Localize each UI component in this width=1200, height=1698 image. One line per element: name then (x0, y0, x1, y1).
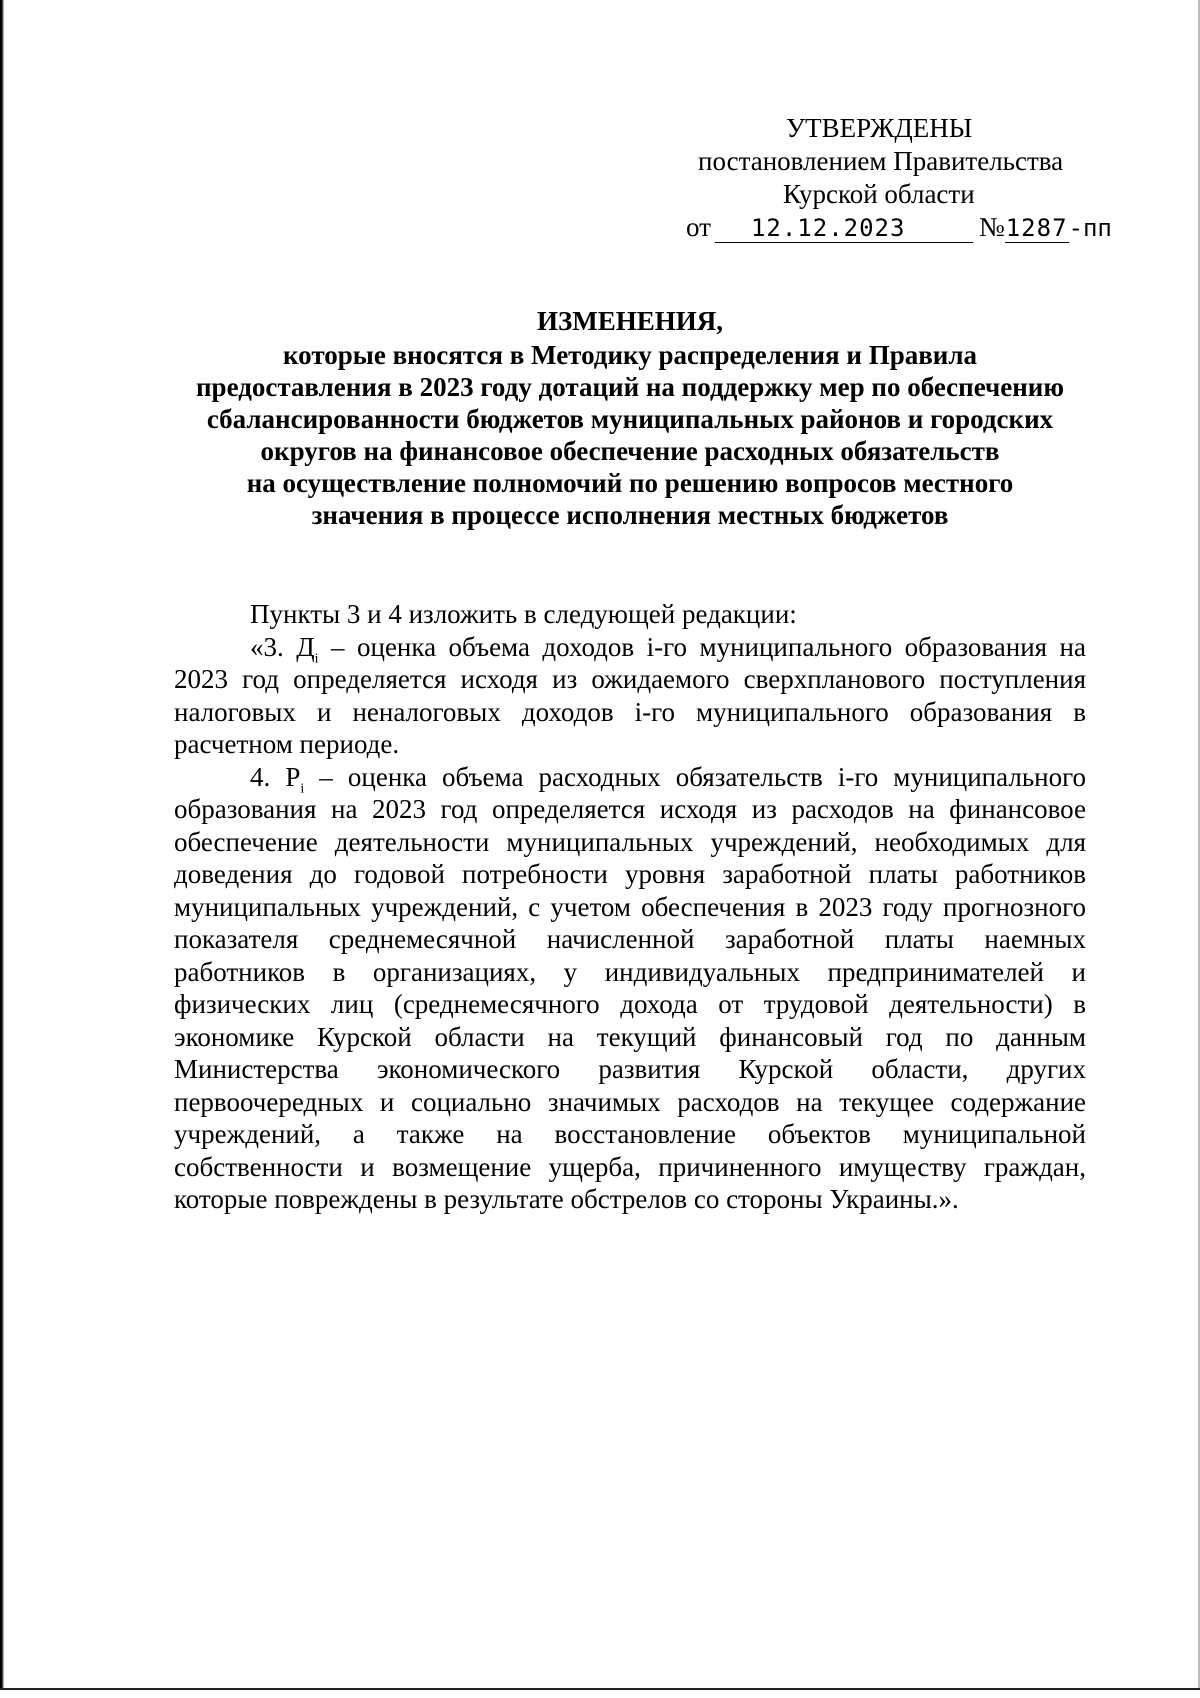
title-line: предоставления в 2023 году дотаций на поддержку мер по обеспечению (196, 372, 1064, 402)
title-line: значения в процессе исполнения местных бюджетов (311, 500, 949, 530)
p4-text: – оценка объема расходных обязательств i-го муниципального образования на 2023 год определяется исходя из расходов на финансовое обеспечение деятельности муниципальных учреждений, необходимых для доведения до годовой потребности уровня заработной платы работников муниципальных учреждений, с учетом обеспечения в 2023 году прогнозного показателя среднемесячной начисленной заработной платы наемных работников в организациях, у индивидуальных предпринимателей и физических лиц (среднемесячного дохода от трудовой деятельности) в экономике Курской области на текущий финансовый год по данным Министерства экономического развития Курской области, других первоочередных и социально значимых расходов на текущее содержание учреждений, а также на восстановление объектов муниципальной собственности и возмещение ущерба, причиненного имуществу граждан, которые повреждены в результате обстрелов со стороны Украины.». (174, 761, 1086, 1214)
date-prefix: от (686, 212, 711, 242)
approval-line-region: Курской области (783, 179, 975, 209)
paragraph-4 (174, 761, 1086, 1216)
document-title (150, 305, 1110, 531)
scan-edge-bottom (0, 1688, 1200, 1698)
title-line: которые вносятся в Методику распределения и Правила (282, 340, 977, 370)
title-line: на осуществление полномочий по решению вопросов местного (246, 468, 1014, 498)
scan-edge-left (0, 0, 4, 1696)
date-field: 12.12.2023 (715, 215, 973, 243)
title-line: сбалансированности бюджетов муниципальных районов и городских (206, 404, 1054, 434)
approval-line-date-number (660, 211, 1110, 245)
title-heading: ИЗМЕНЕНИЯ, (536, 306, 723, 336)
p4-subscript: i (300, 780, 305, 796)
p3-start: «3. Д (250, 631, 315, 662)
p3-text: – оценка объема доходов i-го муниципального образования на 2023 год определяется исходя из ожидаемого сверхпланового поступления налоговых и неналоговых доходов i-го муниципального образования в расчетном периоде. (174, 631, 1086, 759)
intro-paragraph: Пункты 3 и 4 изложить в следующей редакции: (250, 599, 797, 629)
paragraph-3 (174, 631, 1086, 761)
title-line: округов на финансовое обеспечение расходных обязательств (260, 436, 1000, 466)
approval-line-approved: УТВЕРЖДЕНЫ (786, 113, 973, 143)
p4-start: 4. Р (250, 761, 301, 792)
number-sign: № (978, 212, 1005, 242)
approval-line-resolution: постановлением Правительства (698, 146, 1064, 176)
p3-subscript: i (314, 650, 319, 666)
number-suffix: -пп (1068, 214, 1112, 242)
document-body (174, 598, 1086, 1216)
approval-stamp-block (660, 112, 1110, 245)
number-field: 1287 (1005, 214, 1068, 242)
